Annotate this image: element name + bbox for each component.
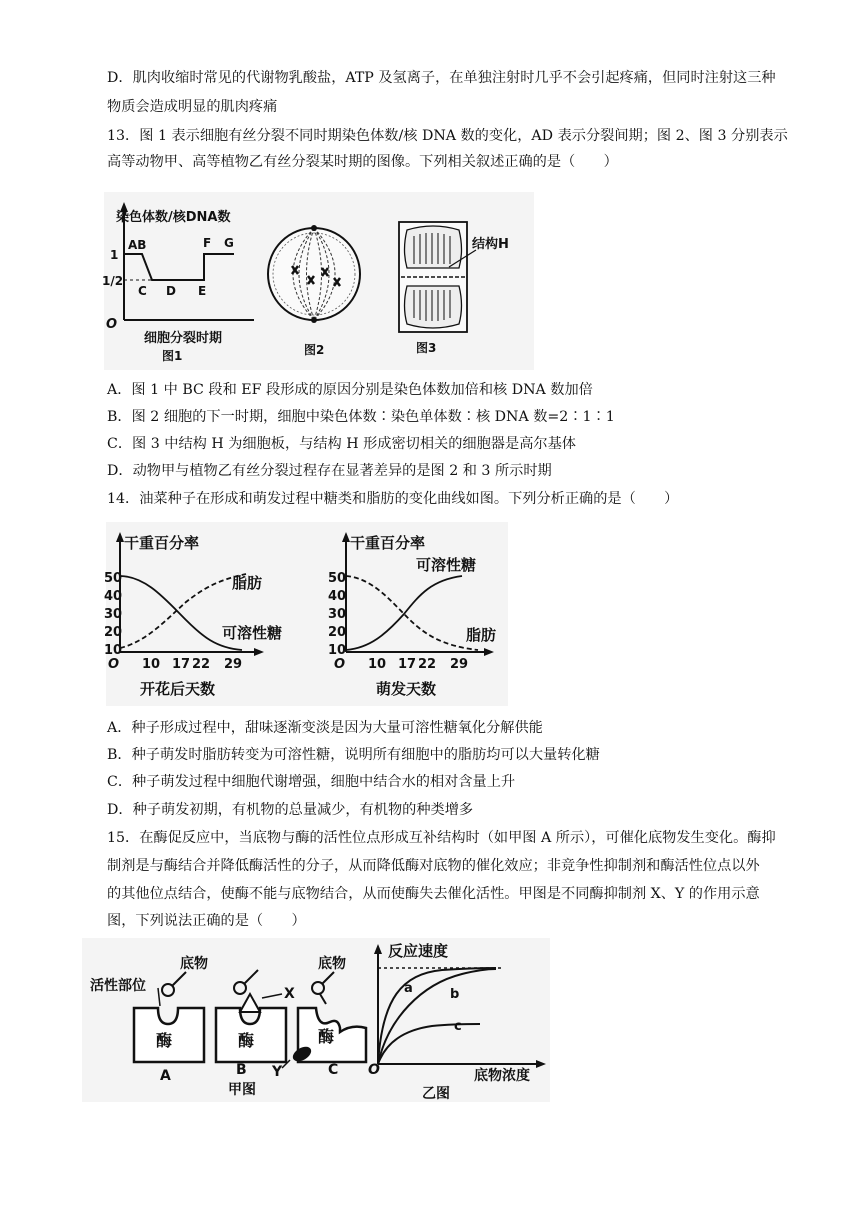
substrate-label-2: 底物 (318, 956, 346, 972)
yi-origin: O (368, 1062, 380, 1078)
q14-right-origin: O (334, 657, 346, 672)
q14-left-ytick-50: 50 (104, 571, 123, 586)
q14-left-ytick-30: 30 (104, 607, 123, 622)
q14-option-c: C．种子萌发过程中细胞代谢增强，细胞中结合水的相对含量上升 (107, 774, 516, 790)
q14-left-xlabel: 开花后天数 (140, 680, 216, 698)
yi-figure (368, 942, 546, 1102)
q14-left-chart (104, 532, 282, 698)
enzyme-b-label: 酶 (238, 1031, 255, 1050)
inhibitor-y-label: Y (272, 1064, 283, 1080)
curve-b-label: b (450, 987, 460, 1002)
fig1-ytick-half: 1/2 (102, 274, 124, 288)
q14-figure (106, 522, 508, 706)
q14-left-ylabel: 干重百分率 (124, 534, 200, 552)
enzyme-c-label: 酶 (318, 1027, 335, 1046)
q14-right-ytick-10: 10 (328, 643, 347, 658)
jia-figure (90, 955, 366, 1098)
inhibitor-x-label: X (284, 986, 295, 1002)
q15-stem-line1: 15．在酶促反应中，当底物与酶的活性位点形成互补结构时（如甲图 A 所示），可催化底物发生变化。酶抑 (107, 830, 776, 846)
q13-stem-line2: 高等动物甲、高等植物乙有丝分裂某时期的图像。下列相关叙述正确的是（ ） (107, 154, 618, 170)
q14-stem: 14．油菜种子在形成和萌发过程中糖类和脂肪的变化曲线如图。下列分析正确的是（ ） (107, 491, 679, 507)
fig3-structure-h-label: 结构H (472, 237, 509, 252)
q14-option-b: B．种子萌发时脂肪转变为可溶性糖，说明所有细胞中的脂肪均可以大量转化糖 (107, 747, 600, 763)
q14-right-xtick-29: 29 (450, 657, 469, 672)
q14-right-ytick-20: 20 (328, 625, 347, 640)
fig1-ylabel: 染色体数/核DNA数 (116, 210, 231, 225)
q14-left-sugar-label: 可溶性糖 (222, 624, 283, 642)
q15-figure (82, 938, 550, 1102)
q14-left-xtick-10: 10 (142, 657, 161, 672)
fig3-caption: 图3 (416, 341, 437, 355)
substrate-label-1: 底物 (180, 956, 208, 972)
fig2-caption: 图2 (304, 343, 325, 357)
q13-option-a: A．图 1 中 BC 段和 EF 段形成的原因分别是染色体数加倍和核 DNA 数加倍 (107, 382, 593, 398)
q13-option-c: C．图 3 中结构 H 为细胞板，与结构 H 形成密切相关的细胞器是高尔基体 (107, 436, 576, 452)
q14-left-ytick-40: 40 (104, 589, 123, 604)
q14-option-a: A．种子形成过程中，甜味逐渐变淡是因为大量可溶性糖氧化分解供能 (107, 720, 543, 736)
fig1-point-g: G (224, 236, 234, 250)
q13-figure (104, 192, 534, 370)
q14-right-ylabel: 干重百分率 (350, 534, 426, 552)
q13-option-d: D．动物甲与植物乙有丝分裂过程存在显著差异的是图 2 和 3 所示时期 (107, 463, 552, 479)
q14-right-sugar-label: 可溶性糖 (416, 556, 477, 574)
fig1-graph (102, 202, 254, 363)
q12-option-d-line2: 物质会造成明显的肌肉疼痛 (107, 99, 278, 115)
fig1-point-c: C (138, 284, 147, 298)
curve-a-label: a (404, 981, 413, 996)
jia-caption: 甲图 (228, 1082, 256, 1098)
fig2-animal-cell (268, 225, 360, 357)
q14-left-ytick-10: 10 (104, 643, 123, 658)
fig1-ytick-1: 1 (110, 248, 119, 262)
q14-left-xtick-17: 17 (172, 657, 191, 672)
enzyme-a-label: 酶 (156, 1031, 173, 1050)
fig3-plant-cell (399, 222, 509, 355)
yi-xlabel: 底物浓度 (474, 1068, 530, 1084)
q14-right-fat-label: 脂肪 (466, 626, 497, 644)
q14-right-ytick-40: 40 (328, 589, 347, 604)
fig1-caption: 图1 (162, 349, 183, 363)
q14-option-d: D．种子萌发初期，有机物的总量减少，有机物的种类增多 (107, 802, 474, 818)
q14-right-ytick-50: 50 (328, 571, 347, 586)
q14-left-origin: O (108, 657, 120, 672)
q15-stem-line3: 的其他位点结合，使酶不能与底物结合，从而使酶失去催化活性。甲图是不同酶抑制剂 X、Y 的作用示意 (107, 886, 760, 902)
q15-stem-line4: 图，下列说法正确的是（ ） (107, 913, 306, 929)
q15-stem-line2: 制剂是与酶结合并降低酶活性的分子，从而降低酶对底物的催化效应；非竞争性抑制剂和酶活性位点以外 (107, 858, 760, 874)
q14-left-ytick-20: 20 (104, 625, 123, 640)
q14-right-xtick-10: 10 (368, 657, 387, 672)
q13-option-b: B．图 2 细胞的下一时期，细胞中染色体数∶染色单体数∶核 DNA 数=2∶1∶1 (107, 409, 615, 425)
q14-left-fat-label: 脂肪 (232, 574, 263, 592)
q13-stem-line1: 13．图 1 表示细胞有丝分裂不同时期染色体数/核 DNA 数的变化，AD 表示分裂间期；图 2、图 3 分别表示 (107, 128, 788, 144)
q14-right-xtick-22: 22 (418, 657, 437, 672)
q14-left-xtick-22: 22 (192, 657, 211, 672)
yi-ylabel: 反应速度 (388, 942, 449, 960)
panel-a-label: A (160, 1068, 171, 1084)
q14-left-xtick-29: 29 (224, 657, 243, 672)
fig1-origin: O (106, 317, 118, 332)
curve-c-label: c (454, 1019, 462, 1034)
fig1-xlabel: 细胞分裂时期 (144, 331, 223, 346)
active-site-label: 活性部位 (90, 978, 146, 994)
yi-caption: 乙图 (422, 1086, 450, 1102)
fig1-point-ab: AB (128, 238, 147, 252)
q14-right-chart (328, 532, 496, 698)
fig1-point-d: D (166, 284, 176, 298)
q14-right-xlabel: 萌发天数 (376, 680, 437, 698)
q14-right-xtick-17: 17 (398, 657, 417, 672)
panel-b-label: B (236, 1062, 247, 1078)
q12-option-d-line1: D．肌肉收缩时常见的代谢物乳酸盐，ATP 及氢离子，在单独注射时几乎不会引起疼痛，但同时注射这三种 (107, 70, 776, 86)
q14-right-ytick-30: 30 (328, 607, 347, 622)
fig1-point-f: F (203, 236, 212, 250)
panel-c-label: C (328, 1062, 339, 1078)
fig1-point-e: E (198, 284, 207, 298)
